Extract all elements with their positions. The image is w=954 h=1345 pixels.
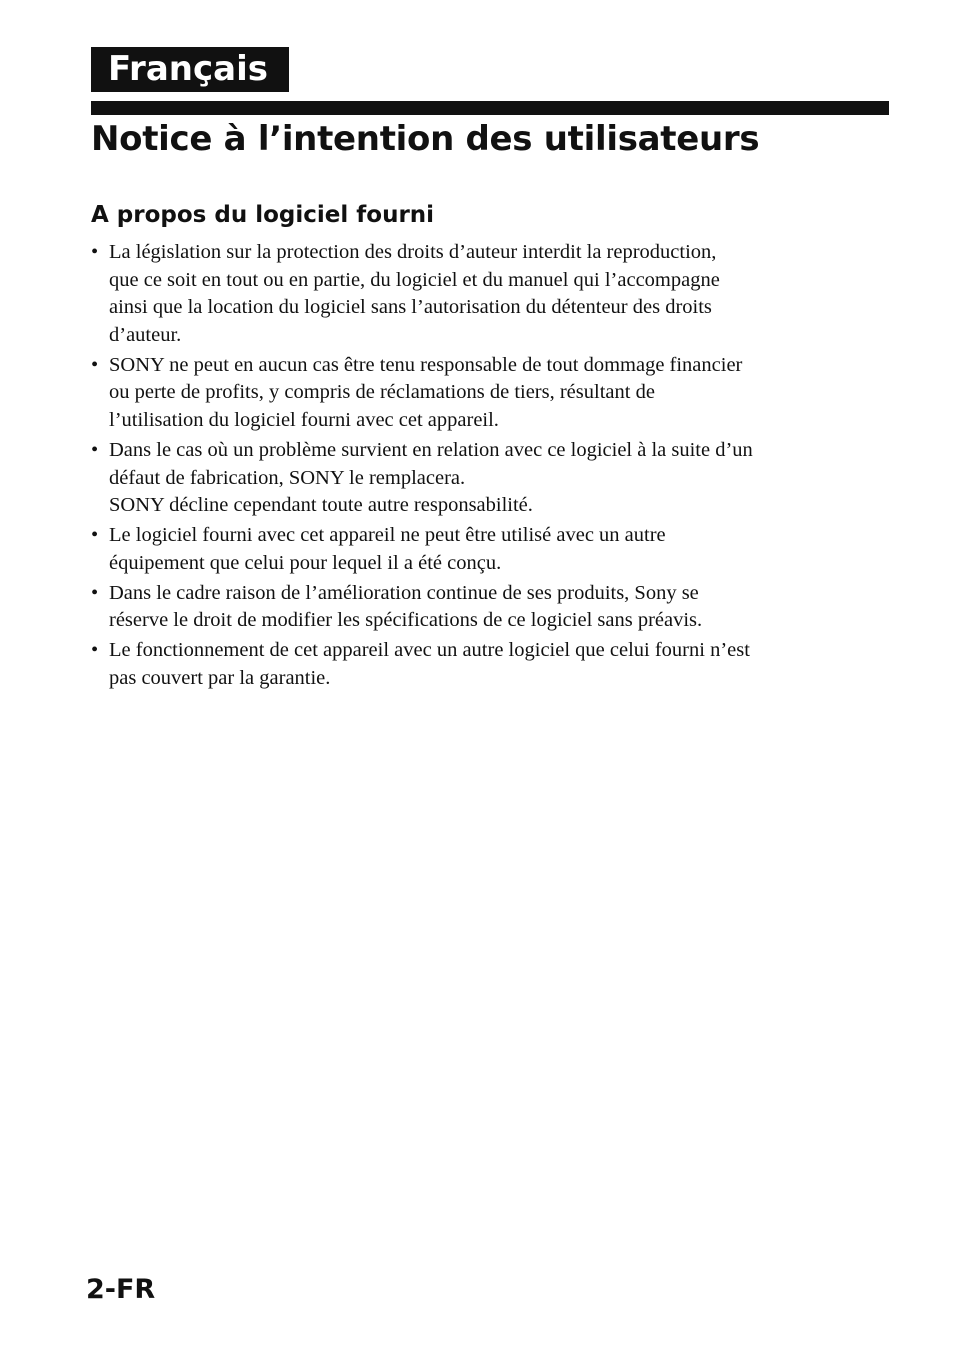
page-title: Notice à l’intention des utilisateurs — [91, 119, 760, 159]
list-item-line: Dans le cadre raison de l’amélioration continue de ses produits, Sony se — [109, 581, 699, 604]
list-item-line: Le logiciel fourni avec cet appareil ne peut être utilisé avec un autre — [109, 524, 666, 547]
bullet-icon: • — [91, 524, 99, 547]
list-item-line: d’auteur. — [109, 323, 182, 346]
list-item-line: Le fonctionnement de cet appareil avec un autre logiciel que celui fourni n’est — [109, 639, 750, 662]
list-item-line: La législation sur la protection des droits d’auteur interdit la reproduction, — [109, 241, 717, 263]
header-rule — [91, 101, 889, 115]
list-item — [91, 580, 891, 635]
list-item-line: réserve le droit de modifier les spécifications de ce logiciel sans préavis. — [109, 609, 703, 632]
list-item-line: défaut de fabrication, SONY le remplacera. — [109, 466, 466, 489]
list-item — [91, 352, 891, 435]
list-item-line: que ce soit en tout ou en partie, du logiciel et du manuel qui l’accompagne — [109, 268, 720, 291]
list-item-line: l’utilisation du logiciel fourni avec cet appareil. — [109, 408, 499, 431]
list-item-line: SONY décline cependant toute autre responsabilité. — [109, 494, 533, 517]
list-item-line: SONY ne peut en aucun cas être tenu responsable de tout dommage financier — [109, 353, 743, 376]
list-item-line: équipement que celui pour lequel il a été conçu. — [109, 551, 502, 574]
bullet-icon: • — [91, 438, 99, 461]
bullet-icon: • — [91, 639, 99, 662]
list-item — [91, 522, 891, 577]
list-item — [91, 637, 891, 692]
bullet-icon: • — [91, 353, 99, 376]
list-item — [91, 437, 891, 520]
list-item-line: ou perte de profits, y compris de réclamations de tiers, résultant de — [109, 381, 655, 404]
list-item-line: pas couvert par la garantie. — [109, 666, 331, 689]
bullet-list — [91, 239, 891, 695]
list-item — [91, 239, 891, 349]
section-heading: A propos du logiciel fourni — [91, 202, 435, 228]
bullet-icon: • — [91, 581, 99, 604]
list-item-line: Dans le cas où un problème survient en relation avec ce logiciel à la suite d’un — [109, 438, 753, 461]
page-number: 2-FR — [86, 1274, 156, 1305]
language-tab: Français — [91, 47, 289, 92]
list-item-line: ainsi que la location du logiciel sans l’autorisation du détenteur des droits — [109, 296, 712, 319]
bullet-icon: • — [91, 241, 99, 263]
